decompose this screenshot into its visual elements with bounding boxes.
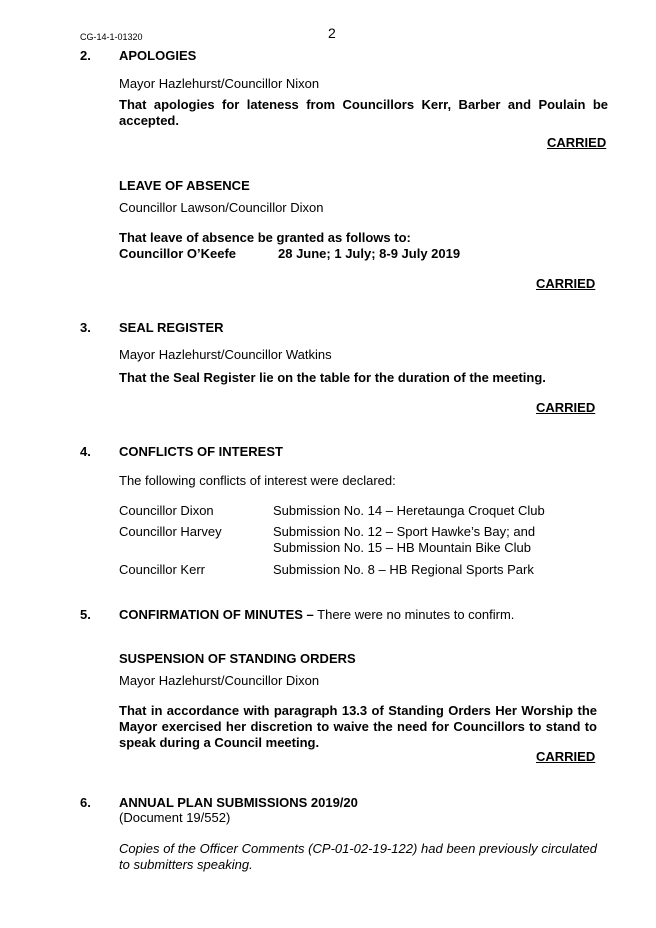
section-3-carried: CARRIED bbox=[536, 400, 596, 415]
section-4-intro: The following conflicts of interest were declared: bbox=[119, 473, 396, 488]
section-5-number: 5. bbox=[80, 607, 91, 622]
suspension-carried: CARRIED bbox=[536, 749, 596, 764]
conflict-detail: Submission No. 15 – HB Mountain Bike Club bbox=[273, 540, 531, 555]
conflict-detail: Submission No. 12 – Sport Hawke’s Bay; and bbox=[273, 524, 536, 539]
suspension-mover: Mayor Hazlehurst/Councillor Dixon bbox=[119, 673, 320, 688]
leave-title: LEAVE OF ABSENCE bbox=[119, 178, 250, 193]
section-2-resolution: That apologies for lateness from Councillors Kerr, Barber and Poulain be accepted. bbox=[119, 97, 608, 128]
leave-carried: CARRIED bbox=[536, 276, 596, 291]
page-number: 2 bbox=[328, 25, 336, 41]
leave-resolution: That leave of absence be granted as follows to: bbox=[119, 230, 411, 245]
leave-dates: 28 June; 1 July; 8-9 July 2019 bbox=[278, 246, 461, 261]
section-4-number: 4. bbox=[80, 444, 91, 459]
section-2-title: APOLOGIES bbox=[119, 48, 197, 63]
conflict-name: Councillor Kerr bbox=[119, 562, 205, 577]
leave-councillor: Councillor O’Keefe bbox=[119, 246, 237, 261]
section-3-resolution: That the Seal Register lie on the table for the duration of the meeting. bbox=[119, 370, 546, 385]
section-6-number: 6. bbox=[80, 795, 91, 810]
section-5-text: There were no minutes to confirm. bbox=[313, 607, 515, 622]
suspension-title: SUSPENSION OF STANDING ORDERS bbox=[119, 651, 356, 666]
document-reference: CG-14-1-01320 bbox=[80, 32, 143, 42]
section-3-mover: Mayor Hazlehurst/Councillor Watkins bbox=[119, 347, 332, 362]
section-2-number: 2. bbox=[80, 48, 91, 63]
section-5-title: CONFIRMATION OF MINUTES – bbox=[119, 607, 314, 622]
leave-mover: Councillor Lawson/Councillor Dixon bbox=[119, 200, 324, 215]
section-6-title: ANNUAL PLAN SUBMISSIONS 2019/20 bbox=[119, 795, 358, 810]
section-6-note: Copies of the Officer Comments (CP-01-02-19-122) had been previously circulated to submitters speaking. bbox=[119, 841, 597, 872]
section-3-title: SEAL REGISTER bbox=[119, 320, 224, 335]
section-5-line bbox=[119, 607, 514, 623]
section-4-title: CONFLICTS OF INTEREST bbox=[119, 444, 283, 459]
conflict-name: Councillor Dixon bbox=[119, 503, 214, 518]
suspension-resolution: That in accordance with paragraph 13.3 of Standing Orders Her Worship the Mayor exercised her discretion to waive the need for Councillors to stand to speak during a Council meeting. bbox=[119, 703, 597, 750]
conflict-name: Councillor Harvey bbox=[119, 524, 222, 539]
section-2-mover: Mayor Hazlehurst/Councillor Nixon bbox=[119, 76, 320, 91]
conflict-detail: Submission No. 8 – HB Regional Sports Park bbox=[273, 562, 534, 577]
section-3-number: 3. bbox=[80, 320, 91, 335]
conflict-detail: Submission No. 14 – Heretaunga Croquet Club bbox=[273, 503, 545, 518]
section-2-carried: CARRIED bbox=[547, 135, 607, 150]
section-6-document: (Document 19/552) bbox=[119, 810, 231, 825]
